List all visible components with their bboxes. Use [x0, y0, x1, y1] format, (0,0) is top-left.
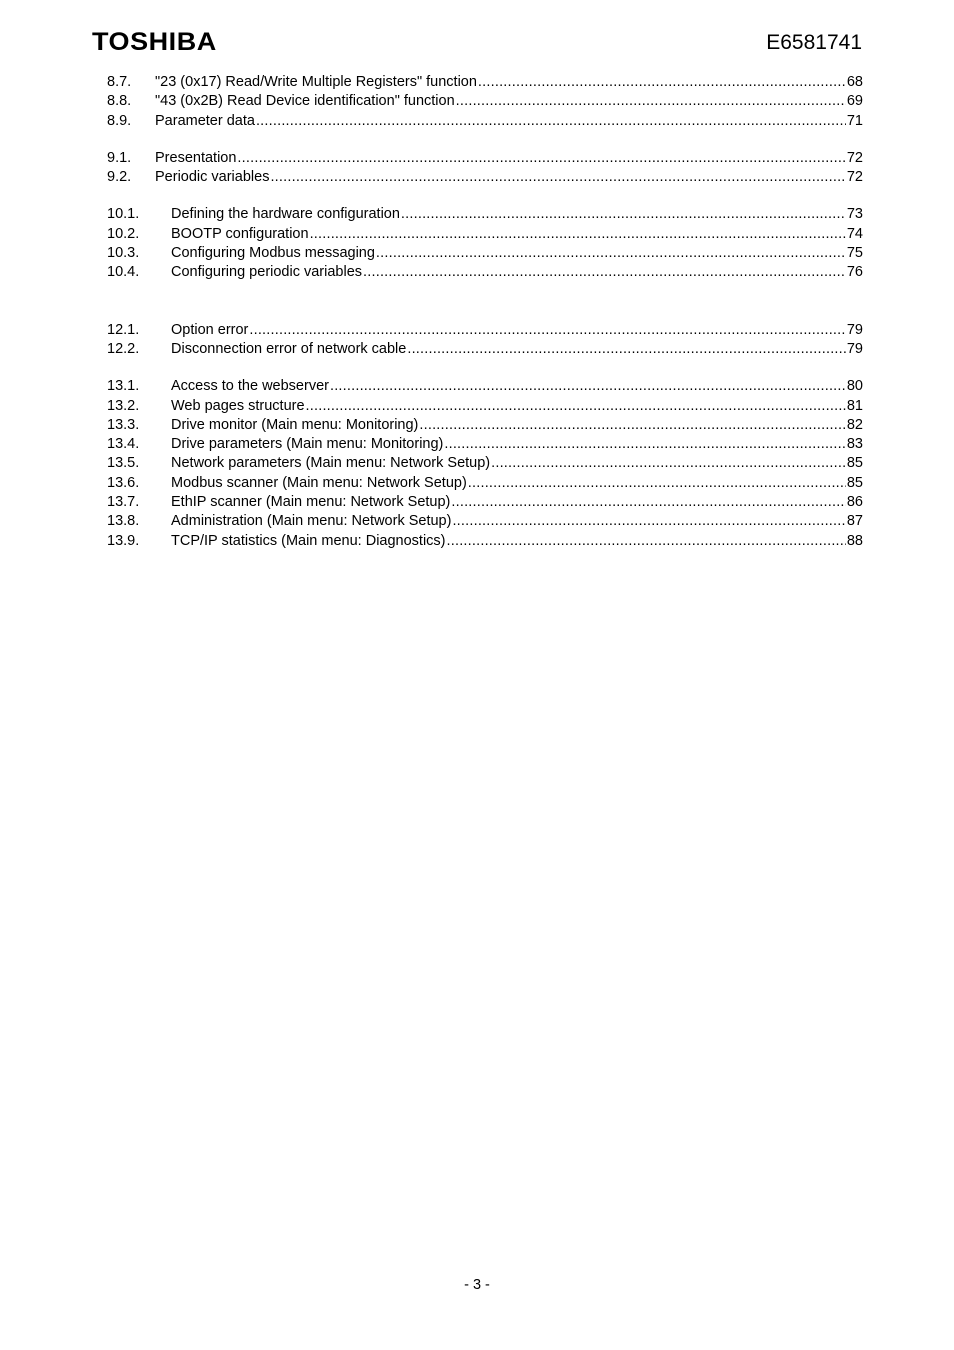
toc-entry-title: BOOTP configuration — [171, 225, 309, 242]
toc-entry-title: Configuring periodic variables — [171, 264, 363, 281]
toc-entry[interactable] — [107, 149, 863, 168]
toc-entry-number: 9.2. — [107, 169, 132, 186]
toc-entry-page: 85 — [846, 474, 863, 491]
dot-leader — [330, 377, 846, 396]
toc-entry-title: EthIP scanner (Main menu: Network Setup) — [171, 494, 451, 511]
toc-entry-number: 10.1. — [107, 206, 140, 223]
toc-entry-page: 69 — [846, 93, 863, 110]
toc-entry-page: 79 — [846, 340, 863, 357]
toc-entry-number: 13.9. — [107, 532, 140, 549]
table-of-contents — [107, 73, 863, 569]
toc-entry-page: 74 — [846, 225, 863, 242]
toc-entry-title: Defining the hardware configuration — [171, 206, 400, 223]
toc-entry-page: 85 — [846, 455, 863, 472]
toc-entry[interactable] — [107, 474, 863, 493]
dot-leader — [401, 205, 846, 224]
toc-entry-number: 13.6. — [107, 474, 140, 491]
toc-entry[interactable] — [107, 340, 863, 359]
toc-entry-page: 68 — [846, 74, 863, 90]
toc-entry-number: 12.2. — [107, 340, 140, 357]
dot-leader — [310, 225, 846, 244]
toc-entry[interactable] — [107, 435, 863, 454]
toc-entry-title: TCP/IP statistics (Main menu: Diagnostics) — [171, 532, 446, 549]
toc-entry-number: 8.7. — [107, 74, 132, 90]
toc-entry[interactable] — [107, 321, 863, 340]
toc-entry-number: 8.9. — [107, 112, 132, 129]
dot-leader — [363, 263, 846, 282]
toc-entry-page: 71 — [846, 112, 863, 129]
toc-entry-page: 88 — [846, 532, 863, 549]
toc-entry[interactable] — [107, 397, 863, 416]
toc-entry-title: Configuring Modbus messaging — [171, 245, 375, 262]
dot-leader — [407, 340, 846, 359]
toc-entry-number: 13.8. — [107, 513, 140, 530]
toc-group-13 — [107, 377, 863, 551]
dot-leader — [468, 474, 846, 493]
toc-entry-number: 12.1. — [107, 321, 140, 338]
dot-leader — [419, 416, 845, 435]
toc-entry-number: 10.2. — [107, 225, 140, 242]
toc-entry-title: Presentation — [155, 149, 237, 166]
toc-group-10 — [107, 205, 863, 282]
toc-entry-number: 10.4. — [107, 264, 140, 281]
toc-entry-page: 79 — [846, 321, 863, 338]
dot-leader — [256, 112, 846, 131]
toc-entry-number: 13.2. — [107, 397, 140, 414]
toshiba-logo: TOSHIBA — [92, 28, 217, 56]
toc-entry-title: Network parameters (Main menu: Network Setup) — [171, 455, 491, 472]
toc-entry-number: 13.1. — [107, 378, 140, 395]
toc-entry-page: 83 — [846, 436, 863, 453]
toc-entry[interactable] — [107, 73, 863, 92]
toc-entry-page: 80 — [846, 378, 863, 395]
toc-entry-title: Drive monitor (Main menu: Monitoring) — [171, 416, 419, 433]
toc-entry[interactable] — [107, 377, 863, 396]
toc-entry-page: 75 — [846, 245, 863, 262]
toc-entry[interactable] — [107, 493, 863, 512]
toc-entry-number: 13.3. — [107, 416, 140, 433]
toc-entry-title: Access to the webserver — [171, 378, 329, 395]
toc-group-12 — [107, 321, 863, 360]
toc-entry-title: Administration (Main menu: Network Setup) — [171, 513, 452, 530]
toc-entry[interactable] — [107, 512, 863, 531]
toc-entry[interactable] — [107, 92, 863, 111]
toc-entry-page: 87 — [846, 513, 863, 530]
dot-leader — [270, 168, 845, 187]
toc-entry[interactable] — [107, 454, 863, 473]
toc-entry[interactable] — [107, 263, 863, 282]
dot-leader — [249, 321, 845, 340]
toc-entry-page: 72 — [846, 169, 863, 186]
dot-leader — [447, 532, 846, 551]
toc-entry-number: 13.7. — [107, 494, 140, 511]
toc-entry-page: 76 — [846, 264, 863, 281]
toc-entry-number: 8.8. — [107, 93, 132, 110]
dot-leader — [237, 149, 845, 168]
toc-entry[interactable] — [107, 532, 863, 551]
dot-leader — [491, 454, 846, 473]
toc-entry-title: Disconnection error of network cable — [171, 340, 407, 357]
toc-entry-title: Modbus scanner (Main menu: Network Setup) — [171, 474, 467, 491]
dot-leader — [478, 73, 846, 92]
dot-leader — [306, 397, 846, 416]
toc-entry-title: Periodic variables — [155, 169, 270, 186]
toc-entry[interactable] — [107, 168, 863, 187]
dot-leader — [456, 92, 846, 111]
toc-entry[interactable] — [107, 244, 863, 263]
toc-entry[interactable] — [107, 416, 863, 435]
toc-group-9 — [107, 149, 863, 188]
dot-leader — [444, 435, 845, 454]
dot-leader — [451, 493, 845, 512]
toc-entry[interactable] — [107, 205, 863, 224]
toc-entry-page: 73 — [846, 206, 863, 223]
toc-entry-title: Drive parameters (Main menu: Monitoring) — [171, 436, 444, 453]
toc-entry-title: Parameter data — [155, 112, 255, 129]
dot-leader — [452, 512, 845, 531]
toc-entry-title: "23 (0x17) Read/Write Multiple Registers" function — [155, 74, 477, 90]
toc-entry-title: "43 (0x2B) Read Device identification" function — [155, 93, 455, 110]
document-number: E6581741 — [766, 31, 862, 54]
toc-entry[interactable] — [107, 225, 863, 244]
toc-entry-page: 82 — [846, 416, 863, 433]
toc-entry-page: 72 — [846, 149, 863, 166]
toc-entry[interactable] — [107, 112, 863, 131]
toc-entry-number: 13.4. — [107, 436, 140, 453]
toc-entry-page: 86 — [846, 494, 863, 511]
toc-entry-number: 9.1. — [107, 149, 132, 166]
toc-group-8 — [107, 73, 863, 131]
page-number: - 3 - — [464, 1277, 490, 1293]
toc-entry-page: 81 — [846, 397, 863, 414]
toc-entry-title: Web pages structure — [171, 397, 305, 414]
toc-entry-number: 13.5. — [107, 455, 140, 472]
toc-entry-number: 10.3. — [107, 245, 140, 262]
dot-leader — [376, 244, 846, 263]
toc-entry-title: Option error — [171, 321, 249, 338]
